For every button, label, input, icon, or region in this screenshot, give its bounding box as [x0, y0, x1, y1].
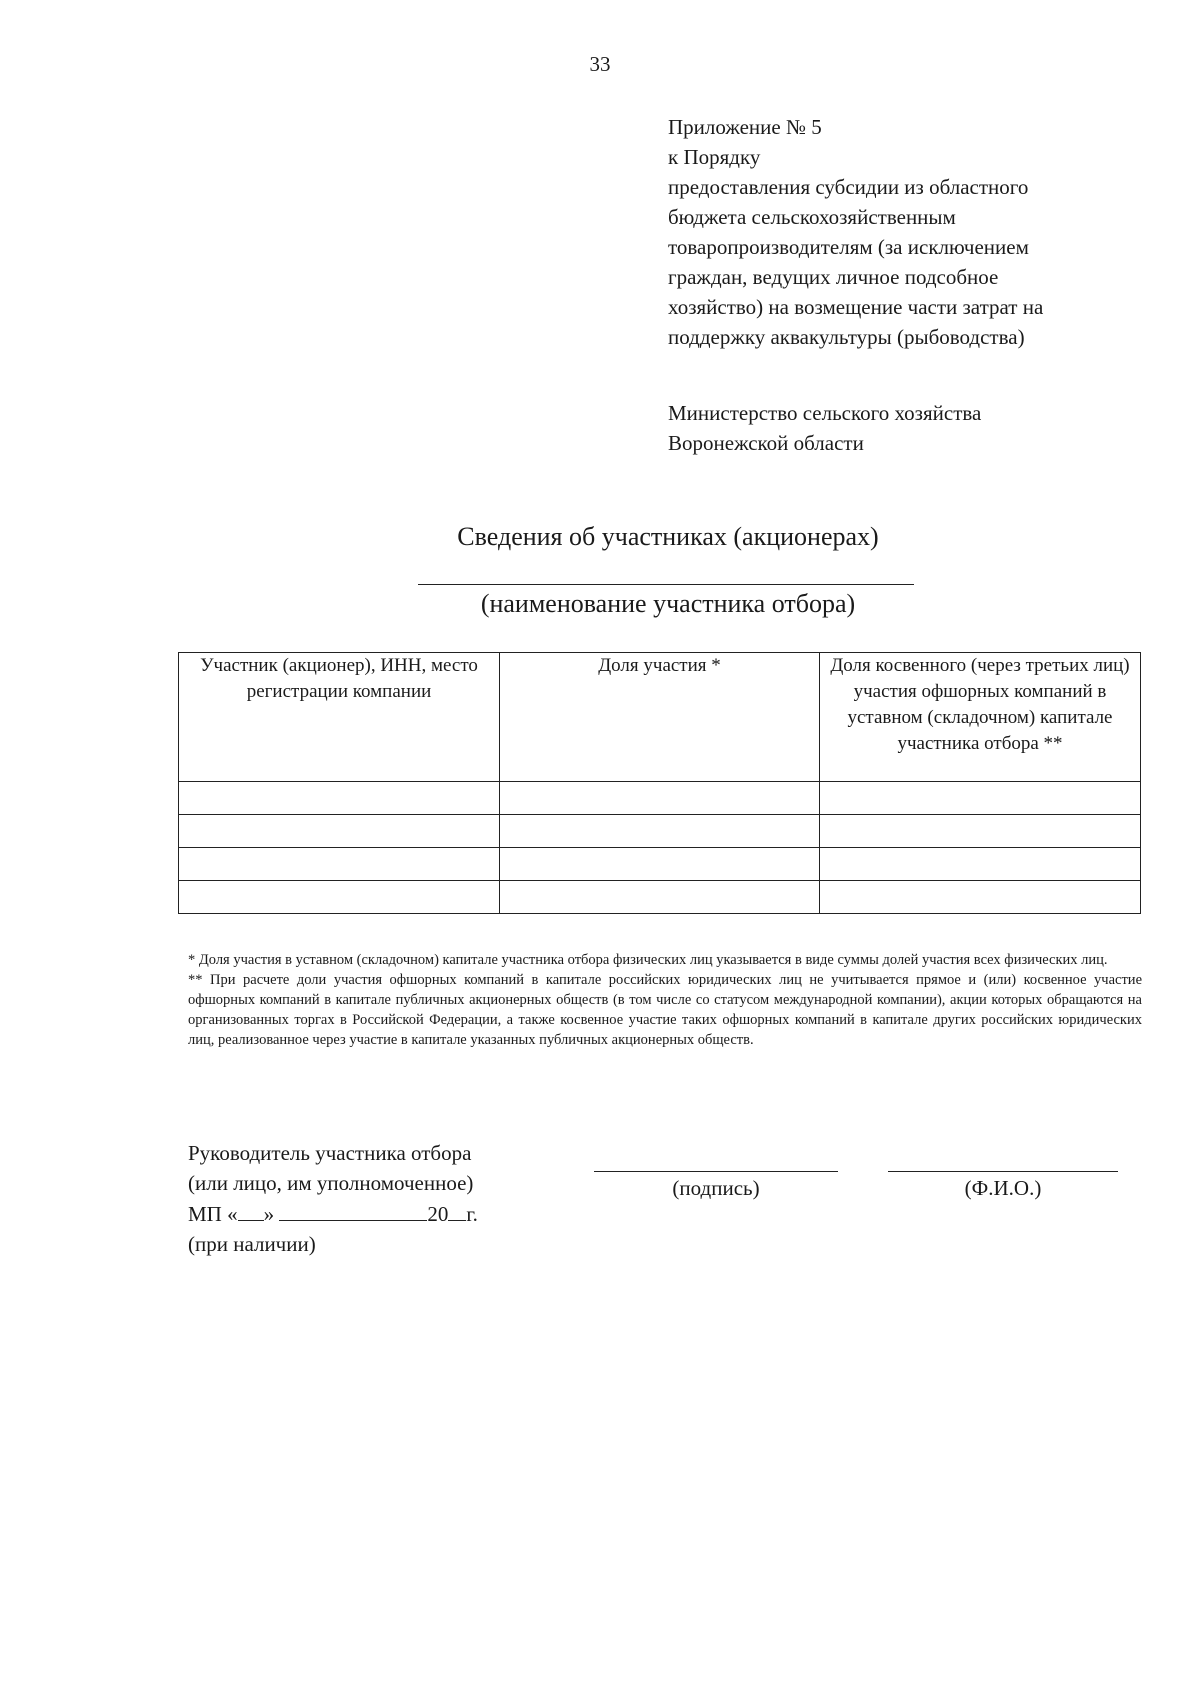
table-cell — [500, 782, 820, 815]
table-row — [179, 881, 1141, 914]
head-authorized-line: (или лицо, им уполномоченное) — [188, 1171, 474, 1195]
stamp-label: МП « — [188, 1202, 238, 1226]
signature-block — [188, 1138, 588, 1259]
participant-name-caption: (наименование участника отбора) — [480, 589, 856, 618]
appendix-line: к Порядку — [668, 145, 761, 169]
signature-line[interactable] — [594, 1171, 838, 1172]
page-number: 33 — [589, 52, 611, 76]
appendix-line: Приложение № 5 — [668, 115, 822, 139]
appendix-line: хозяйство) на возмещение части затрат на — [668, 295, 1044, 319]
table-cell — [179, 815, 500, 848]
table-cell — [820, 815, 1141, 848]
table-cell — [500, 848, 820, 881]
table-cell — [179, 782, 500, 815]
table-cell — [500, 881, 820, 914]
day-blank[interactable] — [238, 1198, 264, 1221]
document-title: Сведения об участниках (акционерах) — [457, 522, 879, 551]
footnote-share: * Доля участия в уставном (складочном) капитале участника отбора физических лиц указывается в виде суммы долей участия всех физических лиц. — [188, 952, 1108, 968]
participants-table — [178, 652, 1141, 914]
table-cell — [179, 881, 500, 914]
full-name-caption: (Ф.И.О.) — [964, 1176, 1042, 1200]
table-cell — [820, 848, 1141, 881]
appendix-line: поддержку аквакультуры (рыбоводства) — [668, 325, 1025, 349]
quote-close: » — [263, 1202, 275, 1226]
ministry-line: Министерство сельского хозяйства — [668, 401, 982, 425]
appendix-line: товаропроизводителям (за исключением — [668, 235, 1029, 259]
column-header-share: Доля участия * — [500, 653, 820, 782]
table-row — [179, 848, 1141, 881]
table-cell — [820, 782, 1141, 815]
column-header-participant: Участник (акционер), ИНН, место регистрации компании — [179, 653, 500, 782]
ministry-addressee — [668, 398, 1138, 458]
signature-caption: (подпись) — [672, 1176, 760, 1200]
appendix-line: предоставления субсидии из областного — [668, 175, 1029, 199]
participant-name-line — [418, 584, 914, 585]
full-name-line[interactable] — [888, 1171, 1118, 1172]
ministry-line: Воронежской области — [668, 431, 864, 455]
appendix-header — [668, 112, 1138, 352]
table-row — [179, 782, 1141, 815]
appendix-line: бюджета сельскохозяйственным — [668, 205, 956, 229]
head-title-line: Руководитель участника отбора — [188, 1141, 472, 1165]
appendix-line: граждан, ведущих личное подсобное — [668, 265, 999, 289]
table-cell — [500, 815, 820, 848]
footnotes — [188, 950, 1142, 1050]
table-header-row — [179, 653, 1141, 782]
table-cell — [179, 848, 500, 881]
stamp-note: (при наличии) — [188, 1232, 316, 1256]
column-header-offshore-share: Доля косвенного (через третьих лиц) участия офшорных компаний в уставном (складочном) капитале участника отбора ** — [820, 653, 1141, 782]
year-suffix: г. — [466, 1202, 478, 1226]
month-blank[interactable] — [279, 1198, 427, 1221]
footnote-offshore: ** При расчете доли участия офшорных компаний в капитале российских юридических лиц не учитывается прямое и (или) косвенное участие офшорных компаний в капитале публичных акционерных обществ (в том числе со статусом международной компании), акции которых обращаются на организованных торгах в Российской Федерации, а также косвенное участие таких офшорных компаний в капитале других российских юридических лиц, реализованное через участие в капитале указанных публичных акционерных обществ. — [188, 972, 1142, 1048]
year-prefix: 20 — [427, 1202, 449, 1226]
year-blank[interactable] — [448, 1198, 466, 1221]
stamp-date-line — [188, 1198, 588, 1229]
table-cell — [820, 881, 1141, 914]
table-row — [179, 815, 1141, 848]
